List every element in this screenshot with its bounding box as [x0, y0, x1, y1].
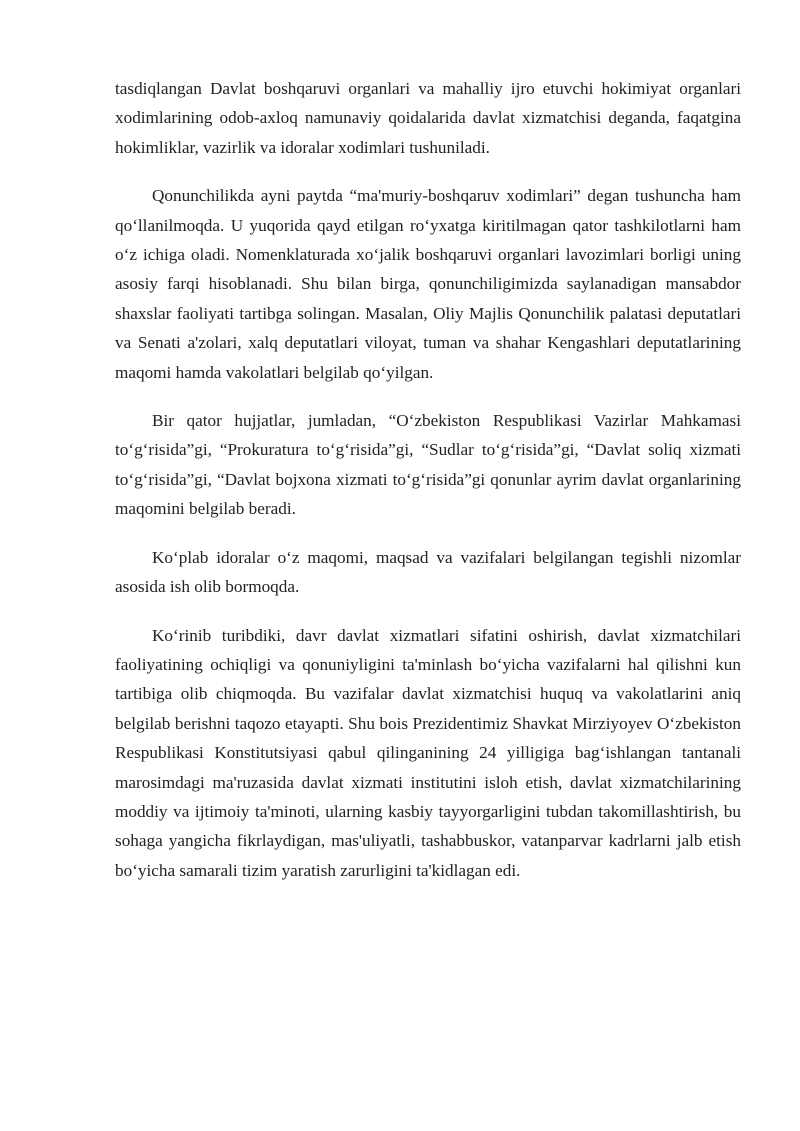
paragraph-administrative-staff: Qonunchilikda ayni paytda “ma'muriy-boshqaruv xodimlari” degan tushuncha ham qo‘llanilmoqda. U yuqorida qayd etilgan ro‘yxatga kiritilmagan qator tashkilotlarni ham o‘z ichiga oladi. Nomenklaturada xo‘jalik boshqaruvi organlari lavozimlari borligi uning asosiy farqi hisoblanadi. Shu bilan birga, qonunchiligimizda saylanadigan mansabdor shaxslar faoliyati tartibga solingan. Masalan, Oliy Majlis Qonunchilik palatasi deputatlari va Senati a'zolari, xalq deputatlari viloyat, tuman va shahar Kengashlari deputatlarining maqomi hamda vakolatlari belgilab qo‘yilgan. — [115, 186, 741, 382]
paragraph-reform: Ko‘rinib turibdiki, davr davlat xizmatlari sifatini oshirish, davlat xizmatchilari faoliyatining ochiqligi va qonuniyligini ta'minlash bo‘yicha vazifalarni hal qilishni kun tartibiga olib chiqmoqda. Bu vazifalar davlat xizmatchisi huquq va vakolatlarini aniq belgilab berishni taqozo etayapti. Shu bois Prezidentimiz Shavkat Mirziyoyev O‘zbekiston Respublikasi Konstitutsiyasi qabul qilinganining 24 yilligiga bag‘ishlangan tantanali marosimdagi ma'ruzasida davlat xizmati institutini isloh etish, davlat xizmatchilarining moddiy va ijtimoiy ta'minoti, ularning kasbiy tayyorgarligini tubdan takomillashtirish, bu sohaga yangicha fikrlaydigan, mas'uliyatli, tashabbuskor, vatanparvar kadrlarni jalb etish bo‘yicha samarali tizim yaratish zarurligini ta'kidlagan edi. — [115, 625, 741, 880]
document-body — [115, 74, 741, 904]
paragraph-continuation: tasdiqlangan Davlat boshqaruvi organlari va mahalliy ijro etuvchi hokimiyat organlari xodimlarining odob-axloq namunaviy qoidalarida davlat xizmatchisi deganda, faqatgina hokimliklar, vazirlik va idoralar xodimlari tushuniladi. — [115, 79, 741, 157]
paragraph-laws: Bir qator hujjatlar, jumladan, “O‘zbekiston Respublikasi Vazirlar Mahkamasi to‘g‘risida”gi, “Prokuratura to‘g‘risida”gi, “Sudlar to‘g‘risida”gi, “Davlat soliq xizmati to‘g‘risida”gi, “Davlat bojxona xizmati to‘g‘risida”gi qonunlar ayrim davlat organlarining maqomini belgilab beradi. — [115, 411, 741, 519]
paragraph-regulations: Ko‘plab idoralar o‘z maqomi, maqsad va vazifalari belgilangan tegishli nizomlar asosida ish olib bormoqda. — [115, 547, 741, 597]
